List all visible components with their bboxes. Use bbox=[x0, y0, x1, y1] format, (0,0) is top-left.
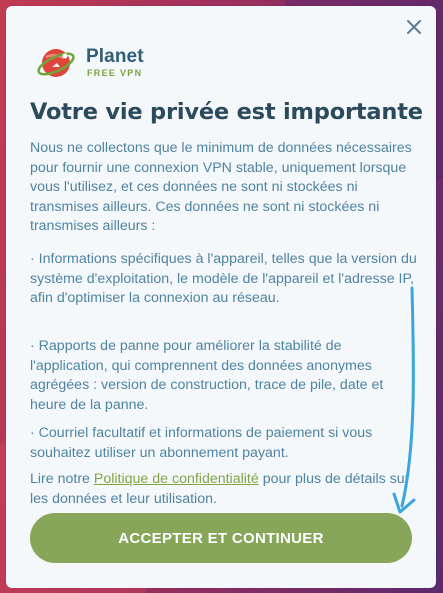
dialog-title: Votre vie privée est importante bbox=[30, 99, 423, 125]
policy-paragraph bbox=[30, 470, 422, 509]
bullet-crash-reports: · Rapports de panne pour améliorer la stabilité de l'application, qui comprennent des données anonymes agrégées : version de construction, trace de pile, date et heure de la panne. bbox=[30, 338, 384, 413]
privacy-policy-link[interactable]: Politique de confidentialité bbox=[93, 471, 259, 487]
logo-name: Planet bbox=[86, 46, 144, 67]
logo-subtitle: FREE VPN bbox=[87, 68, 143, 78]
policy-prefix: Lire notre bbox=[30, 471, 94, 487]
accept-continue-button[interactable]: ACCEPTER ET CONTINUER bbox=[30, 513, 412, 563]
privacy-dialog bbox=[6, 6, 436, 588]
bullet-device-info: · Informations spécifiques à l'appareil, telles que la version du système d'exploitation, le modèle de l'appareil et l'adresse IP, afin d'optimiser la connexion au réseau. bbox=[30, 251, 417, 306]
close-icon bbox=[406, 19, 422, 35]
planet-logo-icon bbox=[36, 43, 76, 83]
policy-suffix: pour plus de détails sur les données et leur utilisation. bbox=[30, 471, 410, 507]
planet-vpn-logo bbox=[36, 43, 186, 83]
close-button[interactable] bbox=[402, 15, 426, 39]
intro-paragraph: Nous ne collectons que le minimum de données nécessaires pour fournir une connexion VPN stable, uniquement lorsque vous l'utilisez, et ces données ne sont ni stockées ni transmises ailleurs. Ces données ne sont ni stockées ni transmises ailleurs : bbox=[30, 140, 412, 234]
bullet-email-payment: · Courriel facultatif et informations de paiement si vous souhaitez utiliser un abonnement payant. bbox=[30, 425, 373, 461]
